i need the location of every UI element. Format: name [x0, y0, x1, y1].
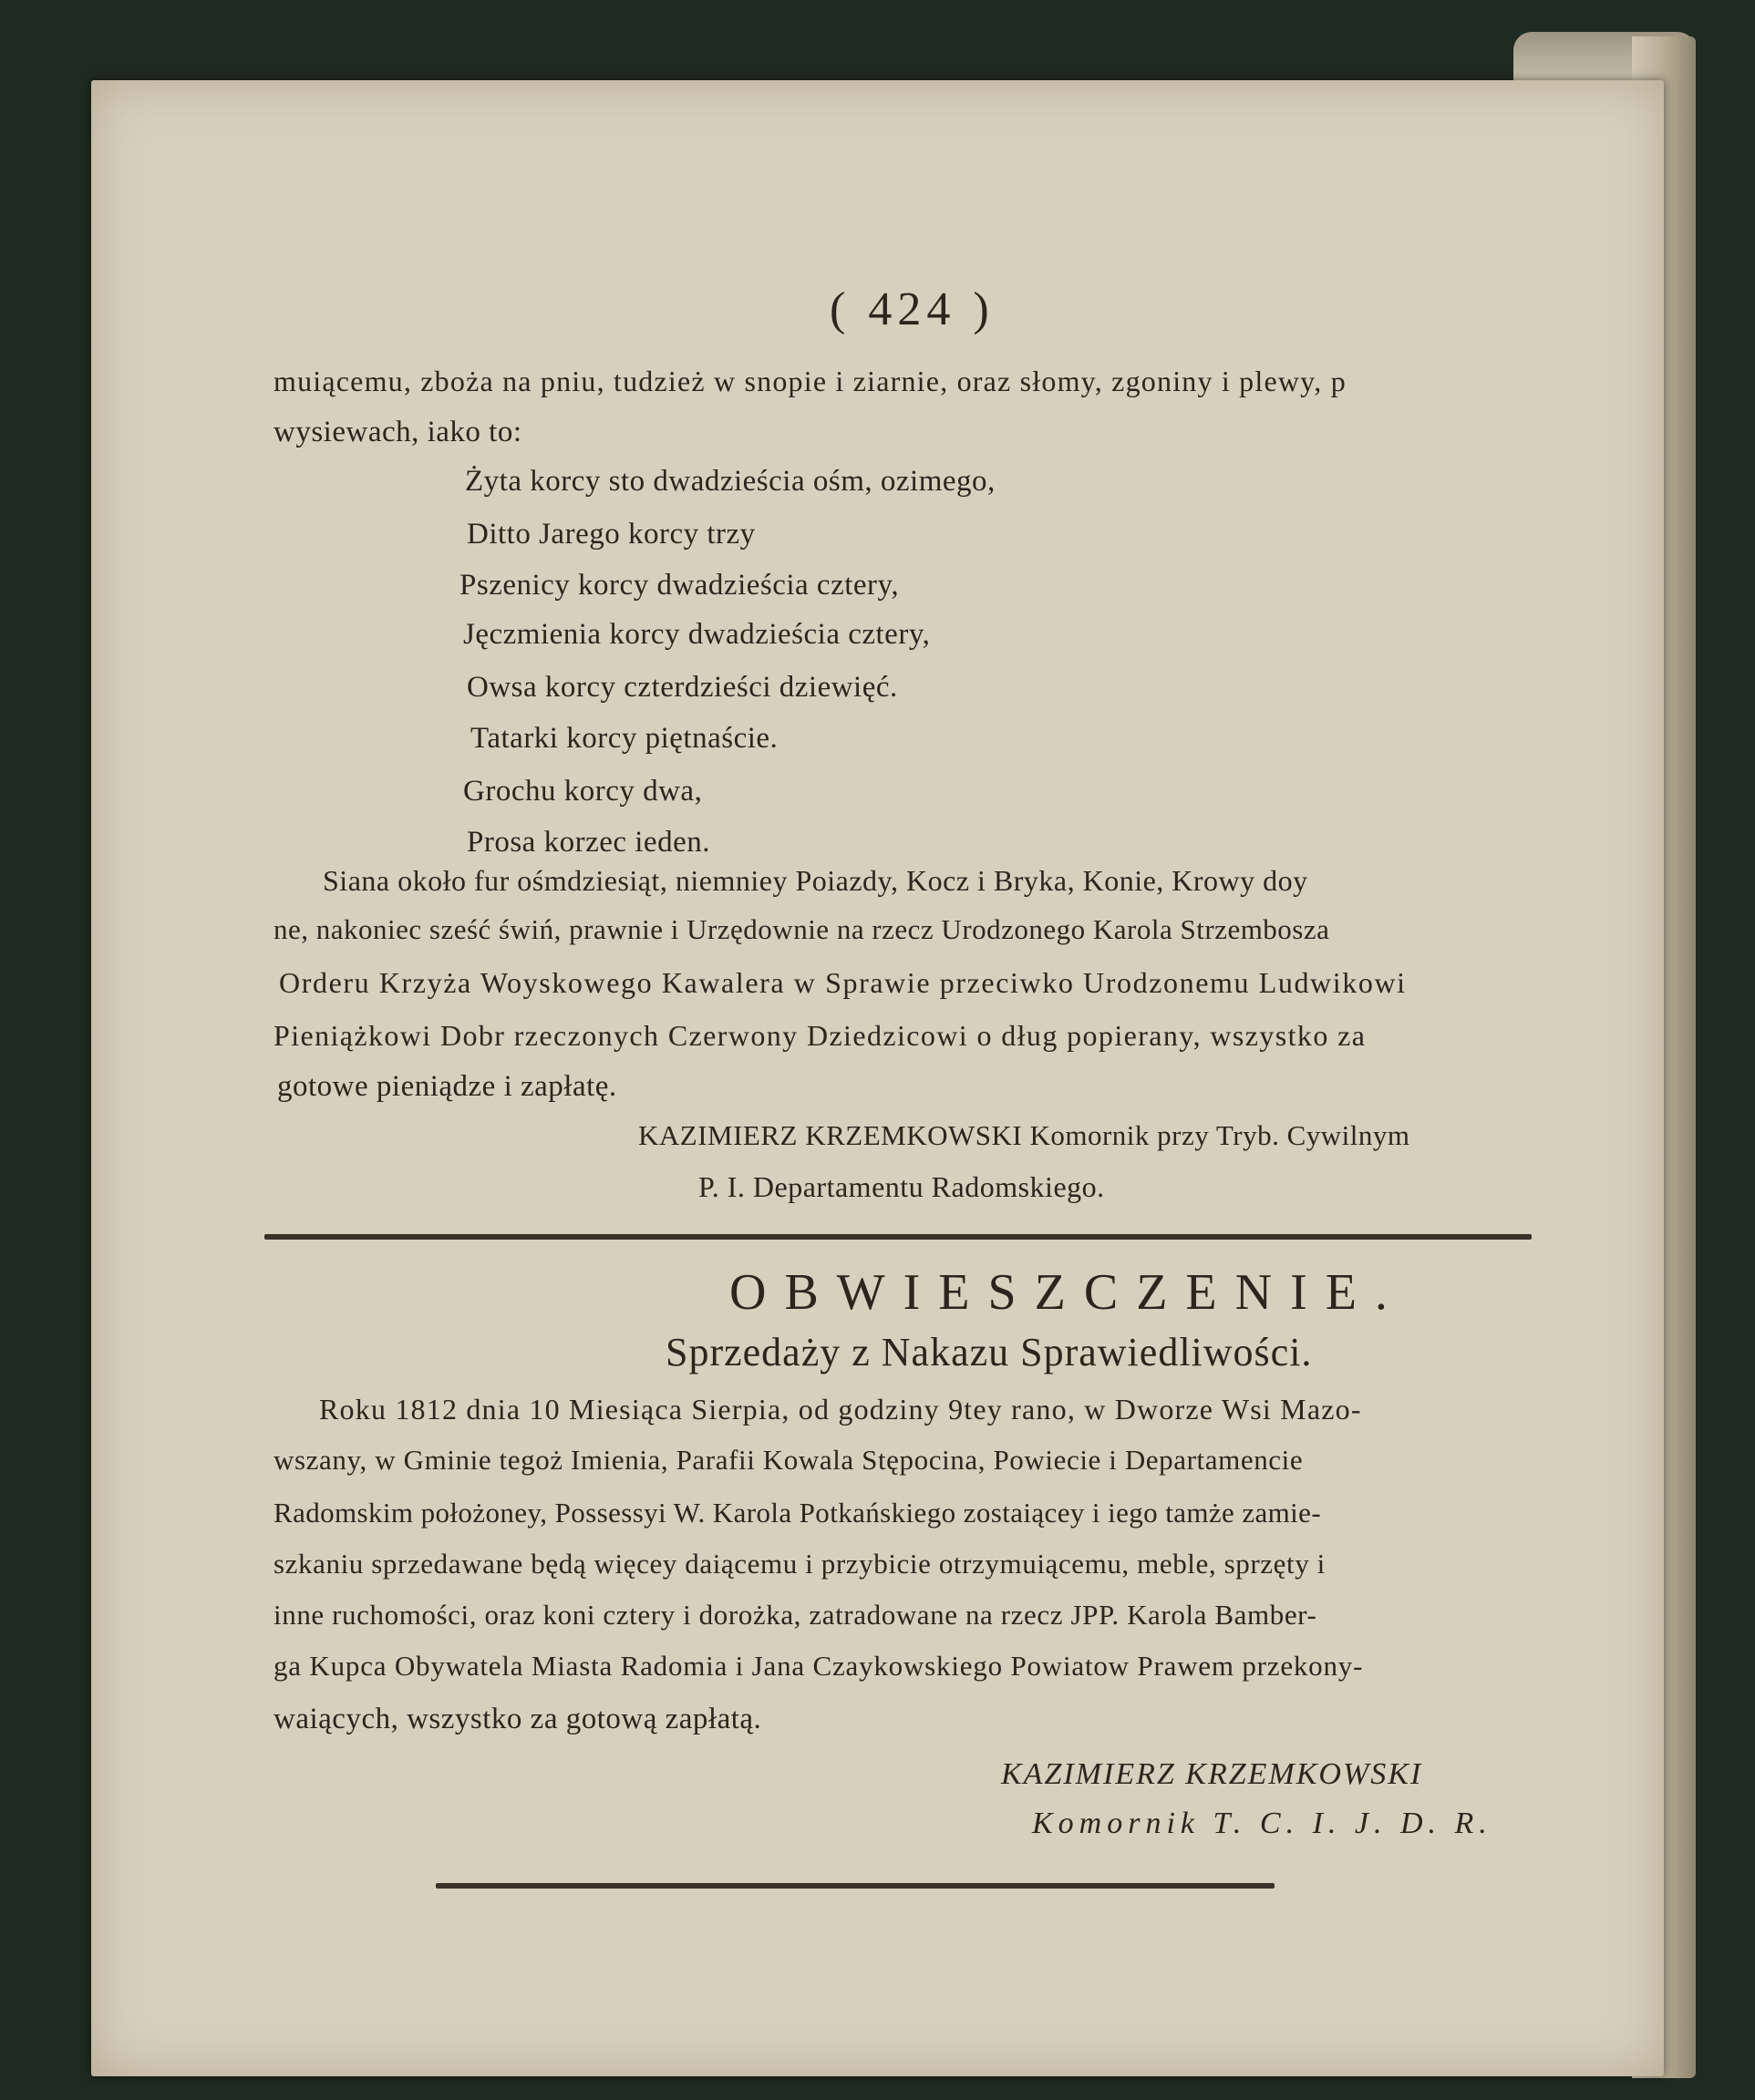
list-item: Jęczmienia korcy dwadzieścia cztery, [463, 618, 931, 651]
paragraph-line: ga Kupca Obywatela Miasta Radomia i Jana Czaykowskiego Powiatow Prawem przekony- [274, 1650, 1364, 1682]
paragraph-line: waiących, wszystko za gotową zapłatą. [274, 1703, 762, 1735]
list-item: Żyta korcy sto dwadzieścia ośm, ozimego, [465, 465, 996, 498]
paragraph-line: ne, nakoniec sześć świń, prawnie i Urzędownie na rzecz Urodzonego Karola Strzembosza [274, 913, 1330, 945]
signature-line: KAZIMIERZ KRZEMKOWSKI [1001, 1757, 1423, 1791]
page-number: ( 424 ) [830, 283, 995, 335]
signature-line: KAZIMIERZ KRZEMKOWSKI Komornik przy Tryb. Cywilnym [638, 1119, 1410, 1151]
paragraph-line: Orderu Krzyża Woyskowego Kawalera w Sprawie przeciwko Urodzonemu Ludwikowi [279, 966, 1407, 999]
list-item: Prosa korzec ieden. [467, 826, 710, 859]
signature-line: P. I. Departamentu Radomskiego. [698, 1170, 1105, 1203]
paragraph-line: Roku 1812 dnia 10 Miesiąca Sierpia, od godziny 9tey rano, w Dworze Wsi Mazo- [319, 1393, 1362, 1426]
list-item: Owsa korcy czterdzieści dziewięć. [467, 671, 898, 704]
list-item: Tatarki korcy piętnaście. [470, 722, 779, 755]
notice-subheading: Sprzedaży z Nakazu Sprawiedliwości. [666, 1330, 1313, 1374]
paragraph-line: Pieniążkowi Dobr rzeczonych Czerwony Dziedzicowi o dług popierany, wszystko za [274, 1019, 1367, 1052]
list-item: Ditto Jarego korcy trzy [467, 518, 756, 551]
paragraph-line: Siana około fur ośmdziesiąt, niemniey Poiazdy, Kocz i Bryka, Konie, Krowy doy [323, 864, 1308, 897]
divider-rule [264, 1234, 1532, 1240]
paragraph-line: inne ruchomości, oraz koni cztery i dorożka, zatradowane na rzecz JPP. Karola Bamber- [274, 1599, 1317, 1631]
text-line: wysiewach, iako to: [274, 416, 522, 448]
paragraph-line: gotowe pieniądze i zapłatę. [277, 1070, 617, 1103]
text-line: muiącemu, zboża na pniu, tudzież w snopie i ziarnie, oraz słomy, zgoniny i plewy, p [274, 365, 1347, 397]
divider-rule [436, 1883, 1275, 1889]
notice-heading: OBWIESZCZENIE. [729, 1264, 1406, 1321]
paragraph-line: Radomskim położoney, Possessyi W. Karola Potkańskiego zostaiącey i iego tamże zamie- [274, 1497, 1322, 1529]
document-page [91, 80, 1664, 2076]
paragraph-line: wszany, w Gminie tegoż Imienia, Parafii Kowala Stępocina, Powiecie i Departamencie [274, 1444, 1304, 1476]
paragraph-line: szkaniu sprzedawane będą więcey daiącemu i przybicie otrzymuiącemu, meble, sprzęty i [274, 1548, 1326, 1580]
signature-line: Komornik T. C. I. J. D. R. [1032, 1807, 1492, 1840]
list-item: Grochu korcy dwa, [463, 775, 703, 808]
list-item: Pszenicy korcy dwadzieścia cztery, [459, 569, 900, 602]
